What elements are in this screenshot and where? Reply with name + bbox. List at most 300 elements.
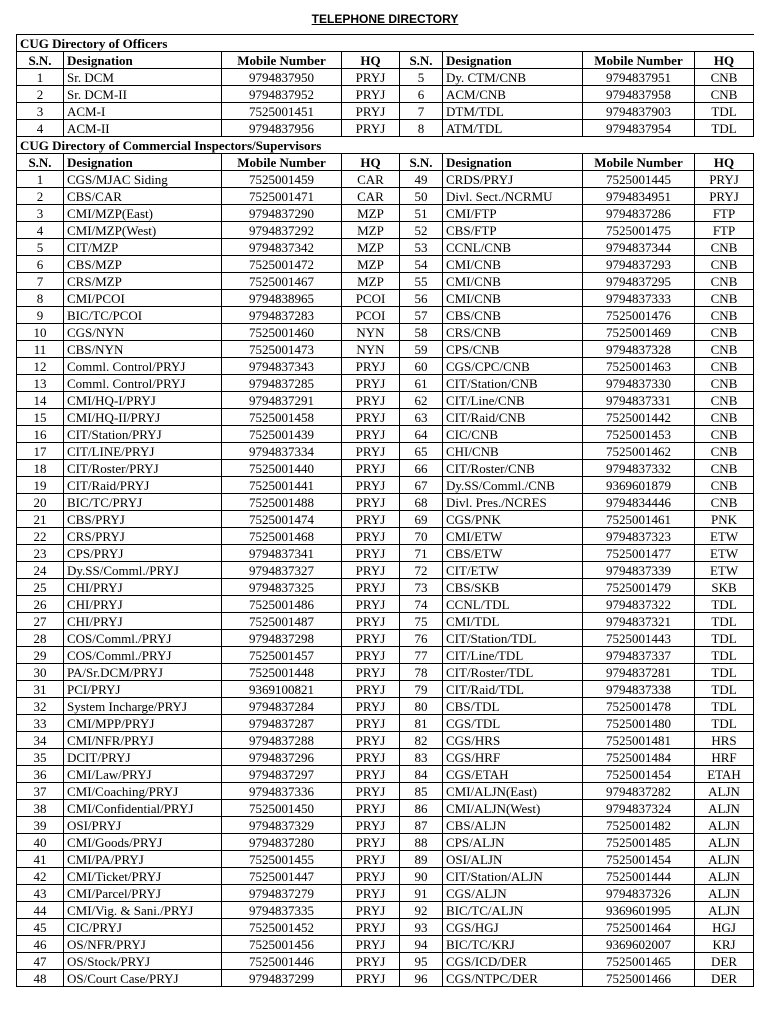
table-cell: 93 bbox=[400, 919, 443, 936]
table-cell: ACM/CNB bbox=[443, 86, 583, 103]
table-cell: ETW bbox=[695, 562, 754, 579]
table-cell: 71 bbox=[400, 545, 443, 562]
table-cell: 9794837296 bbox=[222, 749, 342, 766]
header-row bbox=[17, 154, 754, 171]
table-cell: 36 bbox=[17, 766, 64, 783]
table-cell: CIT/Station/TDL bbox=[443, 630, 583, 647]
table-cell: COS/Comml./PRYJ bbox=[64, 630, 222, 647]
table-row bbox=[17, 851, 754, 868]
table-cell: TDL bbox=[695, 120, 754, 137]
table-cell: CRS/PRYJ bbox=[64, 528, 222, 545]
table-cell: CNB bbox=[695, 460, 754, 477]
table-cell: CMI/Coaching/PRYJ bbox=[64, 783, 222, 800]
table-cell: CMI/HQ-II/PRYJ bbox=[64, 409, 222, 426]
table-cell: 39 bbox=[17, 817, 64, 834]
table-cell: CMI/CNB bbox=[443, 273, 583, 290]
table-cell: Dy. CTM/CNB bbox=[443, 69, 583, 86]
table-cell: Comml. Control/PRYJ bbox=[64, 375, 222, 392]
table-cell: CCNL/TDL bbox=[443, 596, 583, 613]
table-cell: 79 bbox=[400, 681, 443, 698]
table-cell: PRYJ bbox=[342, 409, 400, 426]
table-cell: 18 bbox=[17, 460, 64, 477]
table-cell: CNB bbox=[695, 494, 754, 511]
table-cell: 7525001488 bbox=[222, 494, 342, 511]
table-cell: CIT/ETW bbox=[443, 562, 583, 579]
table-cell: 7525001447 bbox=[222, 868, 342, 885]
table-cell: CPS/CNB bbox=[443, 341, 583, 358]
table-cell: 41 bbox=[17, 851, 64, 868]
table-cell: 13 bbox=[17, 375, 64, 392]
table-cell: 33 bbox=[17, 715, 64, 732]
table-cell: 51 bbox=[400, 205, 443, 222]
table-cell: 78 bbox=[400, 664, 443, 681]
table-cell: CNB bbox=[695, 443, 754, 460]
table-cell: PCOI bbox=[342, 307, 400, 324]
table-cell: 48 bbox=[17, 970, 64, 987]
table-cell: 7525001457 bbox=[222, 647, 342, 664]
table-cell: CBS/SKB bbox=[443, 579, 583, 596]
table-cell: ALJN bbox=[695, 783, 754, 800]
table-cell: BIC/TC/ALJN bbox=[443, 902, 583, 919]
table-cell: PRYJ bbox=[342, 443, 400, 460]
table-cell: CBS/PRYJ bbox=[64, 511, 222, 528]
table-row bbox=[17, 273, 754, 290]
table-row bbox=[17, 732, 754, 749]
table-cell: CNB bbox=[695, 239, 754, 256]
table-cell: 81 bbox=[400, 715, 443, 732]
table-cell: CMI/HQ-I/PRYJ bbox=[64, 392, 222, 409]
table-cell: Sr. DCM bbox=[64, 69, 222, 86]
table-cell: Dy.SS/Comml./PRYJ bbox=[64, 562, 222, 579]
table-cell: ATM/TDL bbox=[443, 120, 583, 137]
table-cell: PRYJ bbox=[342, 494, 400, 511]
table-cell: BIC/TC/KRJ bbox=[443, 936, 583, 953]
table-cell: DTM/TDL bbox=[443, 103, 583, 120]
table-cell: CMI/Parcel/PRYJ bbox=[64, 885, 222, 902]
table-cell: 62 bbox=[400, 392, 443, 409]
table-cell: 7525001446 bbox=[222, 953, 342, 970]
table-cell: CGS/HGJ bbox=[443, 919, 583, 936]
table-cell: ACM-II bbox=[64, 120, 222, 137]
table-cell: MZP bbox=[342, 205, 400, 222]
table-row bbox=[17, 919, 754, 936]
table-cell: CMI/Goods/PRYJ bbox=[64, 834, 222, 851]
table-row bbox=[17, 545, 754, 562]
table-cell: 10 bbox=[17, 324, 64, 341]
table-cell: 7525001475 bbox=[583, 222, 695, 239]
column-header: S.N. bbox=[17, 52, 64, 69]
table-row bbox=[17, 426, 754, 443]
column-header: S.N. bbox=[400, 154, 443, 171]
table-cell: 24 bbox=[17, 562, 64, 579]
table-cell: CNB bbox=[695, 324, 754, 341]
inspectors-section-title bbox=[17, 137, 754, 154]
table-cell: OS/Stock/PRYJ bbox=[64, 953, 222, 970]
column-header: HQ bbox=[695, 52, 754, 69]
table-cell: 74 bbox=[400, 596, 443, 613]
table-cell: PRYJ bbox=[342, 970, 400, 987]
table-cell: CMI/NFR/PRYJ bbox=[64, 732, 222, 749]
table-row bbox=[17, 647, 754, 664]
table-row bbox=[17, 766, 754, 783]
table-cell: CNB bbox=[695, 69, 754, 86]
table-row bbox=[17, 324, 754, 341]
section-title: CUG Directory of Commercial Inspectors/Supervisors bbox=[17, 137, 754, 154]
table-cell: 9794837903 bbox=[583, 103, 695, 120]
table-cell: CBS/TDL bbox=[443, 698, 583, 715]
table-cell: 27 bbox=[17, 613, 64, 630]
table-cell: CNB bbox=[695, 358, 754, 375]
table-cell: CMI/Ticket/PRYJ bbox=[64, 868, 222, 885]
table-cell: CHI/PRYJ bbox=[64, 613, 222, 630]
table-row bbox=[17, 358, 754, 375]
table-cell: 9794837954 bbox=[583, 120, 695, 137]
table-cell: 9794837321 bbox=[583, 613, 695, 630]
column-header: Designation bbox=[64, 154, 222, 171]
table-row bbox=[17, 698, 754, 715]
table-cell: CIT/Line/CNB bbox=[443, 392, 583, 409]
table-cell: 7525001440 bbox=[222, 460, 342, 477]
table-row bbox=[17, 86, 754, 103]
table-cell: PRYJ bbox=[342, 766, 400, 783]
table-cell: 9794837336 bbox=[222, 783, 342, 800]
table-cell: 77 bbox=[400, 647, 443, 664]
table-row bbox=[17, 290, 754, 307]
table-cell: CIC/PRYJ bbox=[64, 919, 222, 936]
table-cell: 7525001472 bbox=[222, 256, 342, 273]
table-cell: ETW bbox=[695, 545, 754, 562]
table-cell: 3 bbox=[17, 103, 64, 120]
table-cell: PRYJ bbox=[342, 698, 400, 715]
table-cell: 9794837293 bbox=[583, 256, 695, 273]
table-cell: HRS bbox=[695, 732, 754, 749]
table-cell: 7525001459 bbox=[222, 171, 342, 188]
table-cell: 56 bbox=[400, 290, 443, 307]
table-cell: 7525001486 bbox=[222, 596, 342, 613]
table-cell: 9794837337 bbox=[583, 647, 695, 664]
table-cell: CIT/Line/TDL bbox=[443, 647, 583, 664]
table-row bbox=[17, 103, 754, 120]
table-cell: CGS/NYN bbox=[64, 324, 222, 341]
table-cell: 7 bbox=[400, 103, 443, 120]
table-cell: PRYJ bbox=[342, 885, 400, 902]
table-cell: 7525001464 bbox=[583, 919, 695, 936]
table-cell: PNK bbox=[695, 511, 754, 528]
table-cell: 47 bbox=[17, 953, 64, 970]
column-header: HQ bbox=[342, 154, 400, 171]
table-cell: 11 bbox=[17, 341, 64, 358]
table-cell: CIT/Station/ALJN bbox=[443, 868, 583, 885]
table-cell: 7525001460 bbox=[222, 324, 342, 341]
table-cell: TDL bbox=[695, 596, 754, 613]
table-cell: 43 bbox=[17, 885, 64, 902]
table-cell: PRYJ bbox=[342, 732, 400, 749]
table-cell: CMI/FTP bbox=[443, 205, 583, 222]
table-row bbox=[17, 664, 754, 681]
table-row bbox=[17, 511, 754, 528]
table-cell: PRYJ bbox=[342, 715, 400, 732]
table-cell: PCI/PRYJ bbox=[64, 681, 222, 698]
table-cell: CHI/CNB bbox=[443, 443, 583, 460]
table-cell: CBS/ETW bbox=[443, 545, 583, 562]
table-row bbox=[17, 715, 754, 732]
table-cell: CGS/HRS bbox=[443, 732, 583, 749]
table-cell: 9794838965 bbox=[222, 290, 342, 307]
table-row bbox=[17, 239, 754, 256]
table-cell: OSI/PRYJ bbox=[64, 817, 222, 834]
table-row bbox=[17, 902, 754, 919]
table-cell: CRS/MZP bbox=[64, 273, 222, 290]
table-cell: CMI/PCOI bbox=[64, 290, 222, 307]
table-cell: 9794837280 bbox=[222, 834, 342, 851]
table-cell: CNB bbox=[695, 409, 754, 426]
table-row bbox=[17, 783, 754, 800]
table-cell: 9369601879 bbox=[583, 477, 695, 494]
table-cell: PRYJ bbox=[342, 647, 400, 664]
table-cell: ALJN bbox=[695, 868, 754, 885]
table-cell: CNB bbox=[695, 477, 754, 494]
table-cell: 7525001448 bbox=[222, 664, 342, 681]
table-cell: 66 bbox=[400, 460, 443, 477]
table-cell: PRYJ bbox=[342, 902, 400, 919]
table-cell: CAR bbox=[342, 171, 400, 188]
table-cell: PRYJ bbox=[342, 511, 400, 528]
table-row bbox=[17, 596, 754, 613]
table-row bbox=[17, 681, 754, 698]
column-header: Mobile Number bbox=[583, 52, 695, 69]
table-cell: 6 bbox=[400, 86, 443, 103]
table-row bbox=[17, 834, 754, 851]
table-cell: 54 bbox=[400, 256, 443, 273]
table-cell: 9794837330 bbox=[583, 375, 695, 392]
table-cell: 7525001462 bbox=[583, 443, 695, 460]
table-cell: CNB bbox=[695, 392, 754, 409]
table-cell: TDL bbox=[695, 715, 754, 732]
table-cell: CMI/CNB bbox=[443, 256, 583, 273]
table-row bbox=[17, 222, 754, 239]
table-cell: PRYJ bbox=[342, 460, 400, 477]
table-cell: 69 bbox=[400, 511, 443, 528]
table-cell: PRYJ bbox=[342, 800, 400, 817]
table-cell: 7525001482 bbox=[583, 817, 695, 834]
table-cell: 7525001473 bbox=[222, 341, 342, 358]
table-cell: PRYJ bbox=[342, 375, 400, 392]
table-cell: PRYJ bbox=[342, 103, 400, 120]
table-cell: 15 bbox=[17, 409, 64, 426]
table-cell: PRYJ bbox=[342, 919, 400, 936]
table-cell: 91 bbox=[400, 885, 443, 902]
table-cell: 9794837952 bbox=[222, 86, 342, 103]
table-cell: CMI/ALJN(West) bbox=[443, 800, 583, 817]
column-header: HQ bbox=[695, 154, 754, 171]
page-title: TELEPHONE DIRECTORY bbox=[311, 12, 459, 26]
table-cell: CCNL/CNB bbox=[443, 239, 583, 256]
table-cell: 16 bbox=[17, 426, 64, 443]
table-cell: PRYJ bbox=[342, 868, 400, 885]
table-cell: 83 bbox=[400, 749, 443, 766]
table-cell: 35 bbox=[17, 749, 64, 766]
table-cell: 38 bbox=[17, 800, 64, 817]
header-row bbox=[17, 52, 754, 69]
table-cell: HRF bbox=[695, 749, 754, 766]
table-cell: PRYJ bbox=[342, 783, 400, 800]
table-cell: OS/Court Case/PRYJ bbox=[64, 970, 222, 987]
table-cell: 21 bbox=[17, 511, 64, 528]
table-cell: 9794837282 bbox=[583, 783, 695, 800]
table-cell: CBS/MZP bbox=[64, 256, 222, 273]
table-cell: PRYJ bbox=[342, 477, 400, 494]
table-cell: CIT/Roster/PRYJ bbox=[64, 460, 222, 477]
table-cell: 7525001485 bbox=[583, 834, 695, 851]
table-cell: Sr. DCM-II bbox=[64, 86, 222, 103]
table-cell: 6 bbox=[17, 256, 64, 273]
table-cell: 82 bbox=[400, 732, 443, 749]
table-cell: PRYJ bbox=[342, 681, 400, 698]
directory-body bbox=[17, 35, 754, 987]
table-cell: 65 bbox=[400, 443, 443, 460]
table-cell: 7525001451 bbox=[222, 103, 342, 120]
table-cell: BIC/TC/PRYJ bbox=[64, 494, 222, 511]
table-row bbox=[17, 630, 754, 647]
table-cell: 9794837338 bbox=[583, 681, 695, 698]
table-cell: 7525001487 bbox=[222, 613, 342, 630]
table-cell: DER bbox=[695, 953, 754, 970]
table-cell: DER bbox=[695, 970, 754, 987]
table-cell: CMI/MPP/PRYJ bbox=[64, 715, 222, 732]
table-row bbox=[17, 256, 754, 273]
table-cell: 9794837285 bbox=[222, 375, 342, 392]
table-cell: CNB bbox=[695, 86, 754, 103]
table-cell: OS/NFR/PRYJ bbox=[64, 936, 222, 953]
table-cell: FTP bbox=[695, 205, 754, 222]
table-cell: 37 bbox=[17, 783, 64, 800]
table-row bbox=[17, 817, 754, 834]
table-cell: CGS/PNK bbox=[443, 511, 583, 528]
table-cell: 9794837299 bbox=[222, 970, 342, 987]
table-cell: 49 bbox=[400, 171, 443, 188]
table-cell: PRYJ bbox=[342, 817, 400, 834]
table-cell: 9794834951 bbox=[583, 188, 695, 205]
table-cell: 5 bbox=[400, 69, 443, 86]
table-cell: 17 bbox=[17, 443, 64, 460]
table-cell: 9794837327 bbox=[222, 562, 342, 579]
table-cell: TDL bbox=[695, 613, 754, 630]
table-cell: 28 bbox=[17, 630, 64, 647]
table-cell: 7525001463 bbox=[583, 358, 695, 375]
table-cell: CHI/PRYJ bbox=[64, 596, 222, 613]
table-cell: 7525001474 bbox=[222, 511, 342, 528]
table-row bbox=[17, 885, 754, 902]
table-cell: 7525001480 bbox=[583, 715, 695, 732]
table-cell: 9369602007 bbox=[583, 936, 695, 953]
table-cell: 9794837331 bbox=[583, 392, 695, 409]
table-cell: 7525001479 bbox=[583, 579, 695, 596]
table-cell: 58 bbox=[400, 324, 443, 341]
column-header: HQ bbox=[342, 52, 400, 69]
table-cell: 7525001481 bbox=[583, 732, 695, 749]
table-cell: 76 bbox=[400, 630, 443, 647]
table-cell: 9794837950 bbox=[222, 69, 342, 86]
table-cell: 3 bbox=[17, 205, 64, 222]
table-cell: 75 bbox=[400, 613, 443, 630]
table-cell: 7525001478 bbox=[583, 698, 695, 715]
table-cell: CRS/CNB bbox=[443, 324, 583, 341]
table-cell: MZP bbox=[342, 222, 400, 239]
table-cell: 20 bbox=[17, 494, 64, 511]
table-cell: Comml. Control/PRYJ bbox=[64, 358, 222, 375]
table-cell: 86 bbox=[400, 800, 443, 817]
table-cell: PRYJ bbox=[342, 86, 400, 103]
table-cell: TDL bbox=[695, 630, 754, 647]
table-cell: 9794837335 bbox=[222, 902, 342, 919]
table-cell: 2 bbox=[17, 188, 64, 205]
table-cell: 7525001467 bbox=[222, 273, 342, 290]
table-cell: 9794837298 bbox=[222, 630, 342, 647]
table-cell: CGS/MJAC Siding bbox=[64, 171, 222, 188]
table-cell: 72 bbox=[400, 562, 443, 579]
table-cell: 9794837324 bbox=[583, 800, 695, 817]
table-row bbox=[17, 443, 754, 460]
table-cell: 2 bbox=[17, 86, 64, 103]
table-cell: 7525001468 bbox=[222, 528, 342, 545]
table-cell: CMI/MZP(East) bbox=[64, 205, 222, 222]
table-cell: CMI/CNB bbox=[443, 290, 583, 307]
table-cell: MZP bbox=[342, 239, 400, 256]
table-cell: CNB bbox=[695, 273, 754, 290]
table-cell: 52 bbox=[400, 222, 443, 239]
table-cell: 9794837281 bbox=[583, 664, 695, 681]
table-cell: 9794837329 bbox=[222, 817, 342, 834]
table-cell: 7525001444 bbox=[583, 868, 695, 885]
table-cell: PRYJ bbox=[342, 834, 400, 851]
table-cell: 7525001466 bbox=[583, 970, 695, 987]
table-cell: ALJN bbox=[695, 834, 754, 851]
table-row bbox=[17, 528, 754, 545]
table-cell: 7525001458 bbox=[222, 409, 342, 426]
table-cell: 7525001441 bbox=[222, 477, 342, 494]
table-cell: BIC/TC/PCOI bbox=[64, 307, 222, 324]
table-row bbox=[17, 171, 754, 188]
table-cell: CNB bbox=[695, 307, 754, 324]
table-cell: 63 bbox=[400, 409, 443, 426]
table-cell: 19 bbox=[17, 477, 64, 494]
table-cell: 9794837287 bbox=[222, 715, 342, 732]
table-cell: 44 bbox=[17, 902, 64, 919]
table-cell: CNB bbox=[695, 290, 754, 307]
table-cell: 9 bbox=[17, 307, 64, 324]
table-cell: 61 bbox=[400, 375, 443, 392]
column-header: Mobile Number bbox=[583, 154, 695, 171]
table-cell: 31 bbox=[17, 681, 64, 698]
table-cell: 55 bbox=[400, 273, 443, 290]
table-cell: MZP bbox=[342, 256, 400, 273]
table-cell: 9794837288 bbox=[222, 732, 342, 749]
table-cell: 9794837295 bbox=[583, 273, 695, 290]
table-cell: CMI/Confidential/PRYJ bbox=[64, 800, 222, 817]
table-cell: 9794837323 bbox=[583, 528, 695, 545]
column-header: Mobile Number bbox=[222, 154, 342, 171]
table-cell: 9794837332 bbox=[583, 460, 695, 477]
table-cell: 73 bbox=[400, 579, 443, 596]
table-cell: CGS/HRF bbox=[443, 749, 583, 766]
table-row bbox=[17, 409, 754, 426]
table-cell: 53 bbox=[400, 239, 443, 256]
table-cell: KRJ bbox=[695, 936, 754, 953]
table-cell: CIT/LINE/PRYJ bbox=[64, 443, 222, 460]
table-cell: 7525001477 bbox=[583, 545, 695, 562]
table-cell: 9369100821 bbox=[222, 681, 342, 698]
table-cell: TDL bbox=[695, 647, 754, 664]
